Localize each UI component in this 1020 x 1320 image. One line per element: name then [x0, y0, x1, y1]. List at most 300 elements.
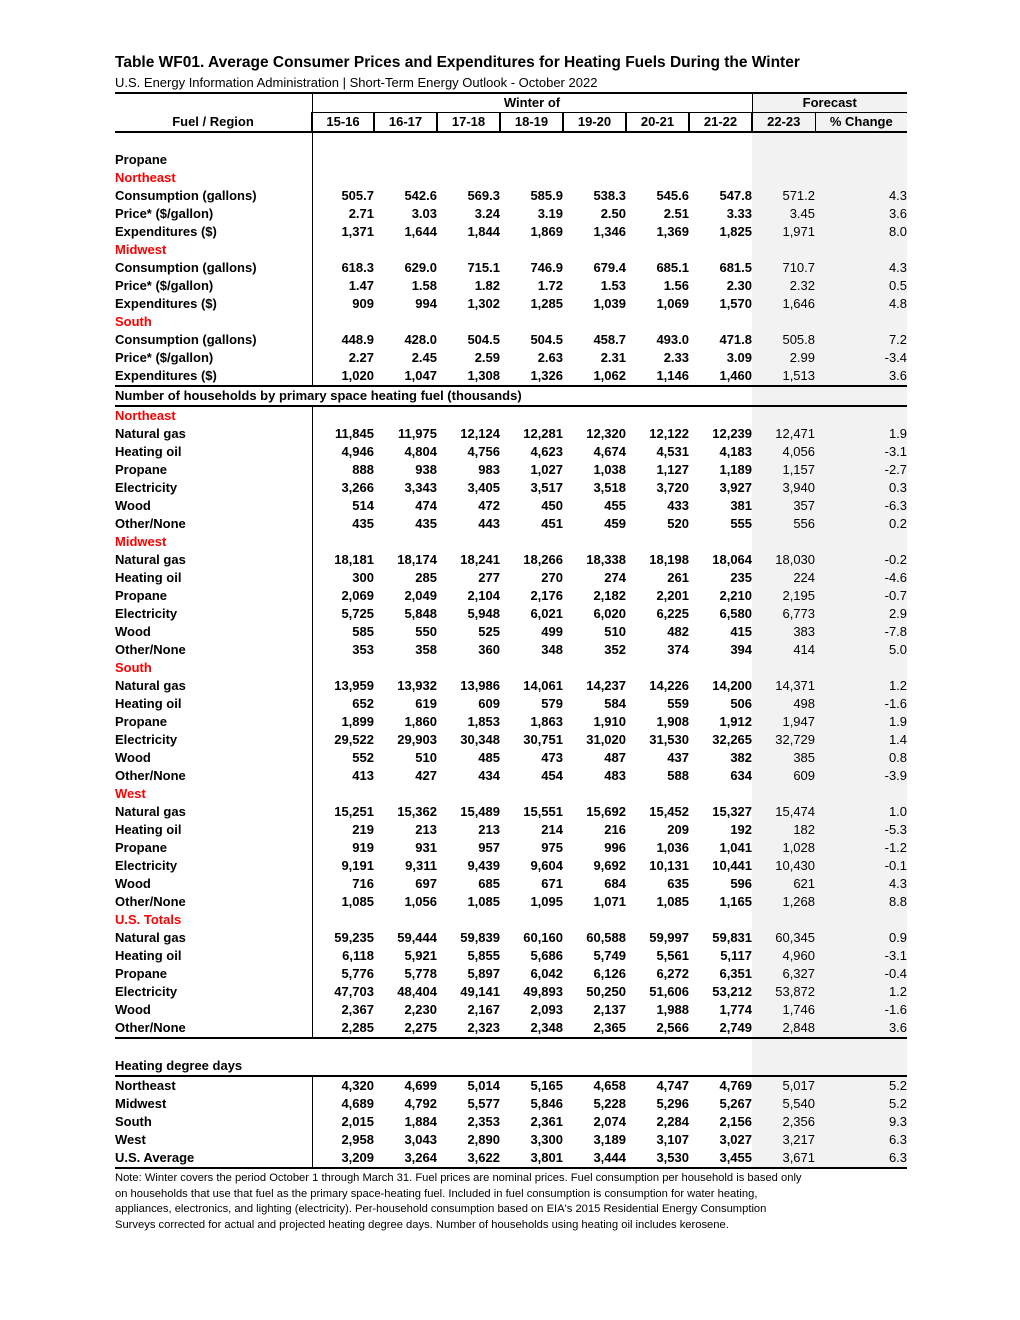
households-row-0-3-forecast: 3,940 [752, 479, 815, 497]
degree-days-row-3-forecast: 3,217 [752, 1131, 815, 1149]
header-fuel-region: Fuel / Region [115, 113, 312, 133]
households-row-2-1-value-15-16: 652 [312, 695, 374, 713]
households-row-1-4-value-17-18: 525 [478, 624, 500, 639]
households-row-2-5-value-19-20: 483 [604, 768, 626, 783]
households-row-3-5-change: 8.8 [815, 893, 907, 911]
propane-row-1-2-label: Expenditures ($) [115, 296, 217, 311]
households-row-4-5-value-16-17: 2,275 [374, 1019, 437, 1038]
households-row-1-4-value-20-21: 482 [667, 624, 689, 639]
households-row-1-4-forecast: 383 [752, 623, 815, 641]
households-row-2-5 [115, 767, 907, 785]
households-row-4-4-value-20-21: 1,988 [656, 1002, 689, 1017]
households-row-2-3-value-17-18: 30,348 [460, 732, 500, 747]
households-region-3-forecast-blank [752, 785, 907, 803]
households-region-2-label: South [115, 660, 152, 675]
propane-row-1-0-value-21-22: 681.5 [719, 260, 753, 275]
households-row-0-2-label: Propane [115, 462, 168, 477]
propane-row-1-1-forecast: 2.32 [752, 277, 815, 295]
propane-row-2-0-label: Consumption (gallons) [115, 332, 257, 347]
propane-row-1-0-change: 4.3 [815, 259, 907, 277]
propane-row-0-1-forecast: 3.45 [752, 205, 815, 223]
households-row-0-4-value-19-20: 455 [604, 498, 626, 513]
households-row-4-2-label: Propane [115, 966, 168, 981]
degree-days-row-0-forecast: 5,017 [752, 1076, 815, 1095]
propane-row-0-1-value-20-21: 2.51 [663, 206, 689, 221]
households-row-2-2 [115, 713, 907, 731]
propane-row-2-2-label: Expenditures ($) [115, 367, 312, 386]
households-row-3-1-value-15-16: 219 [312, 821, 374, 839]
households-row-3-2-value-20-21: 1,036 [656, 840, 689, 855]
degree-days-row-2-change: 9.3 [815, 1113, 907, 1131]
households-row-4-2-change: -0.4 [815, 965, 907, 983]
households-row-2-2-value-21-22: 1,912 [719, 714, 753, 729]
degree-days-row-1-value-18-19: 5,846 [530, 1096, 563, 1111]
households-region-1-forecast-blank [752, 533, 907, 551]
degree-days-row-0-value-17-18: 5,014 [467, 1078, 500, 1093]
households-row-0-3-value-17-18: 3,405 [467, 480, 500, 495]
households-section-label: Number of households by primary space heating fuel (thousands) [115, 386, 752, 406]
households-region-1 [115, 533, 907, 551]
households-row-4-1-change: -3.1 [815, 947, 907, 965]
table-notes [115, 1171, 907, 1233]
households-row-0-4-value-18-19: 450 [541, 498, 563, 513]
households-row-3-5-value-15-16: 1,085 [312, 893, 374, 911]
households-region-2-forecast-blank [752, 659, 907, 677]
households-row-0-5-value-16-17: 435 [415, 516, 437, 531]
propane-row-0-2-change: 8.0 [815, 223, 907, 241]
households-row-4-4-forecast: 1,746 [752, 1001, 815, 1019]
households-region-2-blank [312, 659, 752, 677]
households-row-4-5-forecast: 2,848 [752, 1019, 815, 1038]
households-row-2-1-value-20-21: 559 [667, 696, 689, 711]
propane-row-2-1 [115, 349, 907, 367]
households-row-0-2-value-15-16: 888 [312, 461, 374, 479]
households-row-4-5-value-21-22: 2,749 [689, 1019, 752, 1038]
propane-row-1-0-value-20-21: 685.1 [656, 260, 689, 275]
households-row-3-3-forecast: 10,430 [752, 857, 815, 875]
households-row-0-0-value-17-18: 12,124 [460, 426, 500, 441]
households-row-0-2-value-16-17: 938 [415, 462, 437, 477]
households-row-1-1-value-15-16: 300 [312, 569, 374, 587]
households-row-0-4-value-20-21: 433 [667, 498, 689, 513]
households-row-3-1-value-19-20: 216 [604, 822, 626, 837]
header-year-17-18: 17-18 [437, 113, 500, 133]
degree-days-row-4-label: U.S. Average [115, 1149, 312, 1168]
degree-days-row-2-value-17-18: 2,353 [467, 1114, 500, 1129]
households-row-2-5-change: -3.9 [815, 767, 907, 785]
households-row-3-4 [115, 875, 907, 893]
header-winter-of: Winter of [312, 93, 752, 113]
degree-days-row-2-label: South [115, 1114, 152, 1129]
degree-days-row-0-value-16-17: 4,699 [404, 1078, 437, 1093]
households-row-1-0-value-20-21: 18,198 [649, 552, 689, 567]
propane-row-2-0-value-19-20: 458.7 [593, 332, 626, 347]
propane-row-1-2-forecast: 1,646 [752, 295, 815, 313]
report-page [115, 52, 907, 1233]
households-row-1-2-value-19-20: 2,182 [593, 588, 626, 603]
households-row-1-2-change: -0.7 [815, 587, 907, 605]
households-row-0-4-change: -6.3 [815, 497, 907, 515]
households-row-4-3-value-19-20: 50,250 [586, 984, 626, 999]
degree-days-row-3-value-20-21: 3,107 [656, 1132, 689, 1147]
households-region-1-blank [312, 533, 752, 551]
households-row-3-3-value-16-17: 9,311 [405, 858, 437, 873]
households-row-2-5-value-21-22: 634 [730, 768, 753, 783]
households-row-4-5-value-15-16: 2,285 [312, 1019, 374, 1038]
households-row-4-3-change: 1.2 [815, 983, 907, 1001]
propane-row-1-2-change: 4.8 [815, 295, 907, 313]
degree-days-row-2 [115, 1113, 907, 1131]
propane-row-1-1-value-17-18: 1.82 [474, 278, 500, 293]
households-row-2-4-value-15-16: 552 [312, 749, 374, 767]
households-row-0-2-value-20-21: 1,127 [656, 462, 689, 477]
propane-row-2-0-value-20-21: 493.0 [656, 332, 689, 347]
propane-row-1-0 [115, 259, 907, 277]
households-row-0-0 [115, 425, 907, 443]
households-region-3-blank [312, 785, 752, 803]
households-row-0-1-label: Heating oil [115, 444, 182, 459]
households-row-1-2-value-16-17: 2,049 [404, 588, 437, 603]
households-row-1-3-value-16-17: 5,848 [404, 606, 437, 621]
propane-row-2-2 [115, 367, 907, 386]
households-row-0-2-value-18-19: 1,027 [530, 462, 563, 477]
note-line: appliances, electronics, and lighting (electricity). Per-household consumption based on EIA's 2015 Residential Energy Consumption [115, 1203, 767, 1215]
propane-row-1-1-value-16-17: 1.58 [411, 278, 437, 293]
households-row-0-4 [115, 497, 907, 515]
households-row-3-5-forecast: 1,268 [752, 893, 815, 911]
households-row-0-5-forecast: 556 [752, 515, 815, 533]
degree-days-row-0-value-20-21: 4,747 [656, 1078, 689, 1093]
households-row-3-3-change: -0.1 [815, 857, 907, 875]
households-region-4-label: U.S. Totals [115, 912, 182, 927]
households-row-1-3-value-17-18: 5,948 [467, 606, 500, 621]
spacer-mid [115, 1038, 907, 1057]
households-row-4-2-value-16-17: 5,778 [404, 966, 437, 981]
degree-days-row-2-value-21-22: 2,156 [719, 1114, 753, 1129]
households-row-1-1 [115, 569, 907, 587]
propane-row-0-0-value-18-19: 585.9 [530, 188, 563, 203]
households-row-4-0-value-15-16: 59,235 [312, 929, 374, 947]
households-row-3-5-value-19-20: 1,071 [593, 894, 626, 909]
households-row-4-0-value-18-19: 60,160 [523, 930, 563, 945]
households-row-2-0-value-17-18: 13,986 [460, 678, 500, 693]
households-row-2-5-value-15-16: 413 [312, 767, 374, 785]
households-row-0-1-value-20-21: 4,531 [656, 444, 689, 459]
propane-row-0-0 [115, 187, 907, 205]
propane-row-2-0-value-16-17: 428.0 [404, 332, 437, 347]
households-row-0-3-value-20-21: 3,720 [656, 480, 689, 495]
degree-days-row-2-value-18-19: 2,361 [530, 1114, 563, 1129]
households-row-4-0-value-16-17: 59,444 [397, 930, 437, 945]
households-row-0-0-value-18-19: 12,281 [523, 426, 563, 441]
households-row-2-5-value-18-19: 454 [541, 768, 563, 783]
degree-days-row-0-change: 5.2 [815, 1076, 907, 1095]
households-row-1-5-value-20-21: 374 [667, 642, 689, 657]
households-row-1-3-forecast: 6,773 [752, 605, 815, 623]
households-row-0-0-forecast: 12,471 [752, 425, 815, 443]
propane-row-2-0 [115, 331, 907, 349]
households-row-1-1-value-19-20: 274 [604, 570, 626, 585]
households-row-4-1-value-19-20: 5,749 [593, 948, 626, 963]
households-row-2-1-change: -1.6 [815, 695, 907, 713]
households-row-2-4-value-16-17: 510 [415, 750, 437, 765]
degree-days-row-1-change: 5.2 [815, 1095, 907, 1113]
households-row-4-4-value-18-19: 2,093 [530, 1002, 563, 1017]
propane-row-0-2-value-19-20: 1,346 [593, 224, 626, 239]
households-row-1-5 [115, 641, 907, 659]
degree-days-row-3 [115, 1131, 907, 1149]
households-row-1-1-value-18-19: 270 [541, 570, 563, 585]
households-row-1-3-value-21-22: 6,580 [719, 606, 753, 621]
households-row-1-2-label: Propane [115, 588, 168, 603]
degree-days-row-4-forecast: 3,671 [752, 1149, 815, 1168]
households-row-4-4 [115, 1001, 907, 1019]
households-row-4-4-change: -1.6 [815, 1001, 907, 1019]
degree-days-section-forecast-blank [752, 1057, 907, 1076]
households-row-3-1-value-16-17: 213 [415, 822, 437, 837]
degree-days-row-0-label: Northeast [115, 1078, 176, 1093]
households-row-0-3-value-16-17: 3,343 [404, 480, 437, 495]
households-row-3-2-value-16-17: 931 [415, 840, 437, 855]
households-row-2-3-value-20-21: 31,530 [649, 732, 689, 747]
households-row-4-3-value-17-18: 49,141 [460, 984, 500, 999]
households-row-0-3-value-19-20: 3,518 [593, 480, 626, 495]
households-row-2-2-value-18-19: 1,863 [530, 714, 563, 729]
households-row-3-4-value-18-19: 671 [541, 876, 563, 891]
propane-row-1-0-value-17-18: 715.1 [467, 260, 500, 275]
degree-days-section [115, 1057, 907, 1076]
households-row-2-3-value-18-19: 30,751 [523, 732, 563, 747]
households-row-1-5-forecast: 414 [752, 641, 815, 659]
households-row-0-5-value-15-16: 435 [312, 515, 374, 533]
households-row-1-3-value-18-19: 6,021 [530, 606, 563, 621]
households-row-0-3-value-21-22: 3,927 [719, 480, 753, 495]
households-row-2-4-change: 0.8 [815, 749, 907, 767]
households-region-1-label: Midwest [115, 534, 167, 549]
propane-row-2-0-value-15-16: 448.9 [312, 331, 374, 349]
households-row-4-2 [115, 965, 907, 983]
households-row-4-4-value-15-16: 2,367 [312, 1001, 374, 1019]
households-row-3-5-label: Other/None [115, 894, 186, 909]
households-row-1-5-value-15-16: 353 [312, 641, 374, 659]
propane-row-0-0-value-19-20: 538.3 [593, 188, 626, 203]
households-row-3-0-value-16-17: 15,362 [397, 804, 437, 819]
propane-row-2-2-change: 3.6 [815, 367, 907, 386]
households-row-3-4-value-19-20: 684 [604, 876, 626, 891]
header-forecast-year: 22-23 [752, 113, 815, 133]
households-row-4-2-value-19-20: 6,126 [593, 966, 626, 981]
households-row-3-5-value-21-22: 1,165 [719, 894, 753, 909]
households-row-3-2-forecast: 1,028 [752, 839, 815, 857]
propane-row-1-1-value-19-20: 1.53 [600, 278, 626, 293]
degree-days-section-label: Heating degree days [115, 1057, 752, 1076]
households-row-0-0-change: 1.9 [815, 425, 907, 443]
households-row-3-0-change: 1.0 [815, 803, 907, 821]
degree-days-row-2-value-15-16: 2,015 [312, 1113, 374, 1131]
households-row-1-5-value-16-17: 358 [415, 642, 437, 657]
propane-section-label: Propane [115, 152, 168, 167]
households-row-1-3-value-20-21: 6,225 [656, 606, 689, 621]
households-row-0-4-value-15-16: 514 [312, 497, 374, 515]
households-row-4-5 [115, 1019, 907, 1038]
households-row-2-4-value-19-20: 487 [604, 750, 626, 765]
degree-days-row-4-value-19-20: 3,444 [563, 1149, 626, 1168]
households-row-4-2-value-18-19: 6,042 [530, 966, 563, 981]
propane-row-2-2-forecast: 1,513 [752, 367, 815, 386]
households-row-1-0-forecast: 18,030 [752, 551, 815, 569]
degree-days-row-1-value-16-17: 4,792 [404, 1096, 437, 1111]
table-subtitle: U.S. Energy Information Administration | Short-Term Energy Outlook - October 2022 [115, 75, 598, 90]
households-row-3-4-value-15-16: 716 [312, 875, 374, 893]
households-row-1-5-value-21-22: 394 [730, 642, 753, 657]
households-region-4-blank [312, 911, 752, 929]
households-row-1-1-value-16-17: 285 [415, 570, 437, 585]
propane-row-0-1-value-21-22: 3.33 [726, 206, 753, 221]
households-row-2-4-value-17-18: 485 [478, 750, 500, 765]
households-row-1-2 [115, 587, 907, 605]
households-row-3-3-value-17-18: 9,439 [467, 858, 500, 873]
households-row-2-0-value-18-19: 14,061 [523, 678, 563, 693]
degree-days-row-2-value-19-20: 2,074 [593, 1114, 626, 1129]
households-row-3-1-value-17-18: 213 [478, 822, 500, 837]
propane-row-1-1-value-21-22: 2.30 [726, 278, 753, 293]
degree-days-row-4-value-21-22: 3,455 [689, 1149, 752, 1168]
propane-row-0-2-value-21-22: 1,825 [719, 224, 753, 239]
households-row-3-0-value-18-19: 15,551 [523, 804, 563, 819]
households-row-0-0-value-16-17: 11,975 [397, 426, 437, 441]
households-row-1-4-label: Wood [115, 624, 151, 639]
households-row-1-5-value-17-18: 360 [478, 642, 500, 657]
propane-row-1-2-value-18-19: 1,285 [530, 296, 563, 311]
households-row-0-0-label: Natural gas [115, 426, 186, 441]
households-row-3-1-forecast: 182 [752, 821, 815, 839]
propane-row-2-1-value-19-20: 2.31 [600, 350, 626, 365]
households-row-0-1-value-17-18: 4,756 [467, 444, 500, 459]
households-row-3-4-label: Wood [115, 876, 151, 891]
degree-days-row-0-value-18-19: 5,165 [530, 1078, 563, 1093]
degree-days-row-4-change: 6.3 [815, 1149, 907, 1168]
households-row-1-1-label: Heating oil [115, 570, 182, 585]
households-row-3-2-value-18-19: 975 [541, 840, 563, 855]
propane-region-2-forecast-blank [752, 313, 907, 331]
households-row-4-1-value-21-22: 5,117 [720, 948, 753, 963]
households-row-1-3 [115, 605, 907, 623]
households-region-0-label: Northeast [115, 408, 176, 423]
degree-days-row-3-change: 6.3 [815, 1131, 907, 1149]
propane-row-1-0-label: Consumption (gallons) [115, 260, 257, 275]
propane-row-2-2-value-19-20: 1,062 [563, 367, 626, 386]
households-row-4-0-value-20-21: 59,997 [649, 930, 689, 945]
households-row-2-2-forecast: 1,947 [752, 713, 815, 731]
households-row-4-2-value-17-18: 5,897 [467, 966, 500, 981]
propane-row-2-1-value-15-16: 2.27 [312, 349, 374, 367]
households-row-0-0-value-20-21: 12,122 [649, 426, 689, 441]
propane-section-blank [312, 151, 752, 169]
degree-days-row-3-value-17-18: 2,890 [467, 1132, 500, 1147]
households-row-3-4-forecast: 621 [752, 875, 815, 893]
households-row-2-0-value-20-21: 14,226 [649, 678, 689, 693]
propane-row-1-1-label: Price* ($/gallon) [115, 278, 214, 293]
households-row-1-0-label: Natural gas [115, 552, 186, 567]
households-row-2-5-value-17-18: 434 [478, 768, 500, 783]
households-region-0-blank [312, 406, 752, 425]
propane-row-0-0-change: 4.3 [815, 187, 907, 205]
households-row-3-5-value-17-18: 1,085 [467, 894, 500, 909]
households-row-1-0-value-18-19: 18,266 [523, 552, 563, 567]
propane-row-1-2 [115, 295, 907, 313]
households-region-4-forecast-blank [752, 911, 907, 929]
households-row-0-1-value-18-19: 4,623 [530, 444, 563, 459]
households-row-2-3-value-16-17: 29,903 [397, 732, 437, 747]
header-group-row [115, 93, 907, 113]
households-row-4-2-value-20-21: 6,272 [656, 966, 689, 981]
spacer-mid-blank [115, 1038, 752, 1057]
households-row-0-4-label: Wood [115, 498, 151, 513]
degree-days-row-1-value-19-20: 5,228 [593, 1096, 626, 1111]
households-row-4-3-label: Electricity [115, 984, 178, 999]
households-row-4-1-value-17-18: 5,855 [467, 948, 500, 963]
households-row-4-5-value-19-20: 2,365 [563, 1019, 626, 1038]
degree-days-row-4-value-15-16: 3,209 [312, 1149, 374, 1168]
households-row-3-0-value-15-16: 15,251 [312, 803, 374, 821]
propane-row-1-2-value-16-17: 994 [415, 296, 437, 311]
propane-region-0 [115, 169, 907, 187]
propane-region-1 [115, 241, 907, 259]
degree-days-row-3-value-18-19: 3,300 [530, 1132, 563, 1147]
households-row-2-1-value-19-20: 584 [604, 696, 626, 711]
households-row-4-3-value-21-22: 53,212 [712, 984, 753, 999]
households-row-2-3-value-15-16: 29,522 [312, 731, 374, 749]
households-region-0 [115, 406, 907, 425]
households-row-3-3-value-19-20: 9,692 [593, 858, 626, 873]
propane-region-1-label: Midwest [115, 242, 167, 257]
propane-row-1-1-change: 0.5 [815, 277, 907, 295]
propane-row-1-0-forecast: 710.7 [752, 259, 815, 277]
households-row-0-2-value-19-20: 1,038 [593, 462, 626, 477]
households-row-4-3-value-16-17: 48,404 [397, 984, 437, 999]
households-row-4-0-value-19-20: 60,588 [586, 930, 626, 945]
propane-row-1-0-value-18-19: 746.9 [530, 260, 563, 275]
households-row-2-5-value-16-17: 427 [415, 768, 437, 783]
households-row-3-5-value-20-21: 1,085 [656, 894, 689, 909]
households-row-4-2-forecast: 6,327 [752, 965, 815, 983]
propane-row-2-1-value-20-21: 2.33 [663, 350, 689, 365]
households-row-1-1-value-20-21: 261 [667, 570, 689, 585]
households-row-1-2-value-21-22: 2,210 [719, 588, 753, 603]
degree-days-row-0-value-15-16: 4,320 [312, 1076, 374, 1095]
households-row-2-2-value-20-21: 1,908 [656, 714, 689, 729]
households-row-2-0-value-15-16: 13,959 [312, 677, 374, 695]
households-row-1-0-value-16-17: 18,174 [397, 552, 437, 567]
households-row-4-5-label: Other/None [115, 1019, 312, 1038]
households-row-3-0-forecast: 15,474 [752, 803, 815, 821]
households-row-4-1-label: Heating oil [115, 948, 182, 963]
propane-row-0-1-value-17-18: 3.24 [474, 206, 500, 221]
households-row-3-0-label: Natural gas [115, 804, 186, 819]
degree-days-row-1-forecast: 5,540 [752, 1095, 815, 1113]
households-row-0-5 [115, 515, 907, 533]
degree-days-row-1 [115, 1095, 907, 1113]
households-row-4-3 [115, 983, 907, 1001]
propane-row-0-1-value-16-17: 3.03 [411, 206, 437, 221]
households-row-4-0 [115, 929, 907, 947]
degree-days-row-0-value-21-22: 4,769 [719, 1078, 753, 1093]
households-row-0-5-value-21-22: 555 [730, 516, 753, 531]
propane-row-0-0-value-15-16: 505.7 [312, 187, 374, 205]
propane-row-2-1-forecast: 2.99 [752, 349, 815, 367]
households-row-0-4-value-16-17: 474 [415, 498, 437, 513]
households-row-1-1-change: -4.6 [815, 569, 907, 587]
